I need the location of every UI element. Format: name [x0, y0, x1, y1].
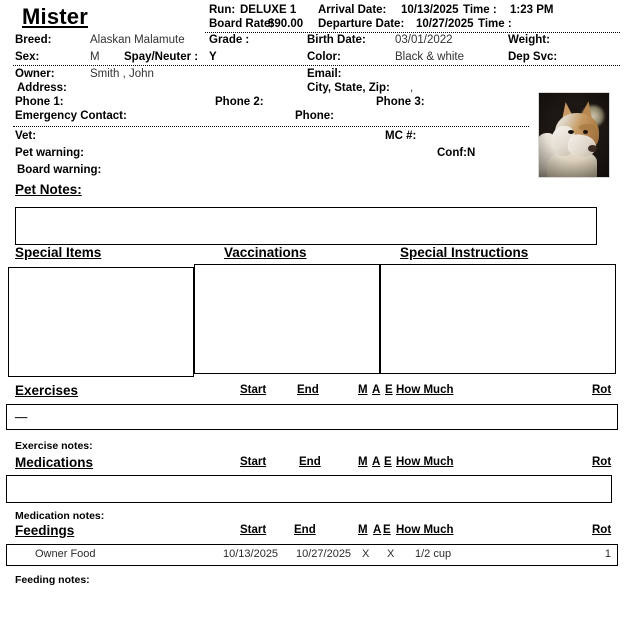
feedings-row-rot: 1 [604, 548, 611, 560]
run-value: DELUXE 1 [240, 4, 297, 16]
pet-notes-box[interactable] [15, 207, 597, 245]
departure-date-value: 10/27/2025 [416, 18, 474, 30]
special-instructions-heading: Special Instructions [400, 245, 529, 260]
exercises-heading: Exercises [15, 383, 79, 398]
dep-svc-label: Dep Svc: [508, 51, 558, 63]
special-items-value [9, 268, 193, 274]
breed-label: Breed: [15, 34, 52, 46]
photo-vignette [539, 93, 609, 177]
feedings-col-start: Start [240, 524, 267, 536]
medications-heading: Medications [15, 455, 94, 470]
emergency-phone-label: Phone: [295, 110, 334, 122]
medications-col-end: End [299, 456, 321, 468]
feedings-col-m: M [358, 524, 368, 536]
page-title: Mister [22, 4, 88, 29]
feedings-col-e: E [383, 524, 391, 536]
vaccinations-box[interactable] [194, 264, 380, 374]
color-value: Black & white [395, 51, 465, 63]
pet-photo [538, 92, 610, 178]
weight-label: Weight: [508, 34, 550, 46]
phone3-label: Phone 3: [376, 96, 425, 108]
emergency-contact-label: Emergency Contact: [15, 110, 127, 122]
feedings-heading: Feedings [15, 523, 75, 538]
arrival-date-value: 10/13/2025 [401, 4, 459, 16]
special-items-box[interactable] [8, 267, 194, 377]
exercises-col-how-much: How Much [396, 384, 454, 396]
vaccinations-value [195, 265, 379, 271]
spay-neuter-label: Spay/Neuter : [124, 51, 199, 63]
divider-pet [13, 65, 620, 66]
microchip-label: MC #: [385, 130, 417, 142]
arrival-time-label: Time : [463, 4, 497, 16]
special-items-heading: Special Items [15, 245, 102, 260]
address-label: Address: [17, 82, 67, 94]
owner-value: Smith , John [90, 68, 154, 80]
medications-col-e: E [384, 456, 392, 468]
feedings-col-a: A [373, 524, 382, 536]
grade-label: Grade : [209, 34, 250, 46]
confirmation-badge: Conf:N [437, 147, 476, 159]
departure-date-label: Departure Date: [318, 18, 405, 30]
breed-value: Alaskan Malamute [90, 34, 185, 46]
feeding-notes-label: Feeding notes: [15, 574, 90, 586]
medications-col-m: M [358, 456, 368, 468]
vet-label: Vet: [15, 130, 37, 142]
pet-warning-label: Pet warning: [15, 147, 85, 159]
medication-notes-label: Medication notes: [15, 510, 105, 522]
arrival-time-value: 1:23 PM [510, 4, 554, 16]
phone2-label: Phone 2: [215, 96, 264, 108]
medications-col-start: Start [240, 456, 267, 468]
divider-stay [205, 32, 620, 33]
birth-date-value: 03/01/2022 [395, 34, 453, 46]
feedings-row-a: X [387, 548, 395, 560]
spay-neuter-value: Y [209, 51, 217, 63]
feedings-table[interactable] [6, 544, 618, 566]
departure-time-label: Time : [478, 18, 512, 30]
exercises-col-start: Start [240, 384, 267, 396]
birth-date-label: Birth Date: [307, 34, 366, 46]
run-label: Run: [209, 4, 236, 16]
medications-col-how-much: How Much [396, 456, 454, 468]
city-state-zip-value: , [410, 82, 414, 94]
exercises-table[interactable] [6, 404, 618, 430]
vaccinations-heading: Vaccinations [224, 245, 307, 260]
color-label: Color: [307, 51, 341, 63]
exercises-col-end: End [297, 384, 319, 396]
feedings-col-end: End [294, 524, 316, 536]
feedings-row-how-much: 1/2 cup [415, 548, 452, 560]
board-rate-value: $90.00 [268, 18, 304, 30]
feedings-col-how-much: How Much [396, 524, 454, 536]
board-rate-label: Board Rate: [209, 18, 275, 30]
feedings-row-start: 10/13/2025 [223, 548, 279, 560]
medications-col-a: A [372, 456, 381, 468]
pet-notes-heading: Pet Notes: [15, 182, 82, 197]
special-instructions-box[interactable] [380, 264, 616, 374]
board-warning-label: Board warning: [17, 164, 102, 176]
feedings-row-end: 10/27/2025 [296, 548, 352, 560]
special-instructions-value [381, 265, 615, 271]
feedings-row-m: X [362, 548, 370, 560]
exercises-col-m: M [358, 384, 368, 396]
pet-notes-value [16, 208, 596, 214]
email-label: Email: [307, 68, 342, 80]
exercises-row-name: __ [15, 407, 28, 419]
exercise-notes-label: Exercise notes: [15, 440, 93, 452]
sex-value: M [90, 51, 100, 63]
medications-col-rot: Rot [592, 456, 612, 468]
feedings-col-rot: Rot [592, 524, 612, 536]
phone1-label: Phone 1: [15, 96, 64, 108]
divider-owner [13, 126, 529, 127]
city-state-zip-label: City, State, Zip: [307, 82, 390, 94]
exercises-col-e: E [385, 384, 393, 396]
sex-label: Sex: [15, 51, 40, 63]
exercises-col-rot: Rot [592, 384, 612, 396]
exercises-col-a: A [372, 384, 381, 396]
owner-label: Owner: [15, 68, 55, 80]
feedings-row-name: Owner Food [35, 548, 96, 560]
arrival-date-label: Arrival Date: [318, 4, 387, 16]
medications-table[interactable] [6, 475, 612, 503]
